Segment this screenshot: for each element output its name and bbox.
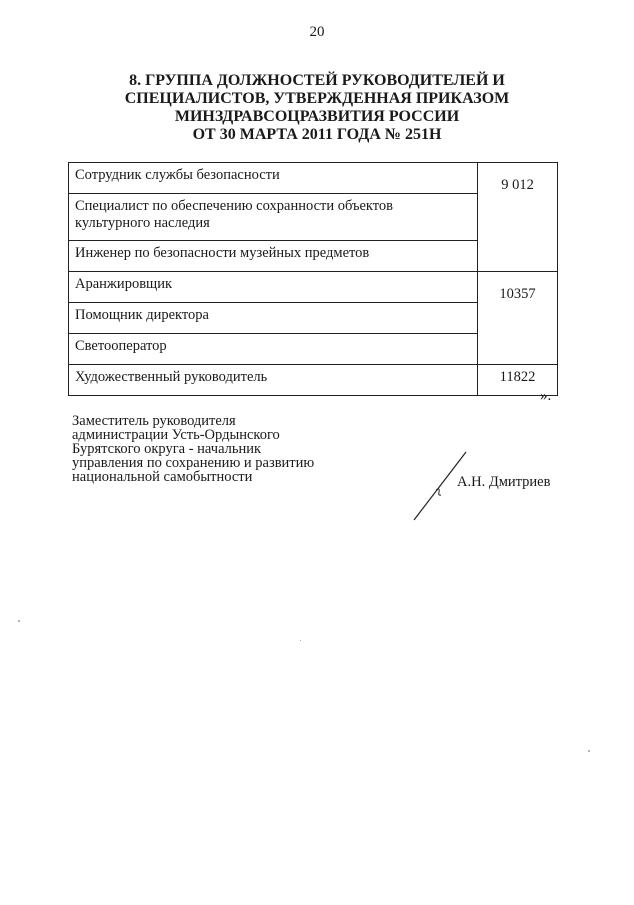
heading-line: МИНЗДРАВСОЦРАЗВИТИЯ РОССИИ xyxy=(174,108,460,125)
heading-line: 8. ГРУППА ДОЛЖНОСТЕЙ РУКОВОДИТЕЛЕЙ И xyxy=(129,72,505,89)
closing-quote-mark: ». xyxy=(540,388,552,404)
signatory-title-line: управления по сохранению и развитию xyxy=(72,455,315,471)
heading-line: СПЕЦИАЛИСТОВ, УТВЕРЖДЕННАЯ ПРИКАЗОМ xyxy=(124,90,510,107)
signatory-title-line: Бурятского округа - начальник xyxy=(72,441,262,457)
salary-value: 11822 xyxy=(478,365,558,396)
scan-speck xyxy=(300,640,301,641)
position-name: Специалист по обеспечению сохранности объектов культурного наследия xyxy=(69,194,478,241)
position-name: Помощник директора xyxy=(69,303,478,334)
signatory-name: А.Н. Дмитриев xyxy=(457,474,551,490)
position-name: Инженер по безопасности музейных предметов xyxy=(69,241,478,272)
table-row xyxy=(69,365,558,396)
document-heading xyxy=(60,72,574,144)
signatory-title-line: администрации Усть-Ордынского xyxy=(72,427,280,443)
positions-table xyxy=(68,162,558,396)
position-name: Аранжировщик xyxy=(69,272,478,303)
signatory-title xyxy=(72,414,314,484)
signatory-title-line: национальной самобытности xyxy=(72,469,253,485)
heading-line: ОТ 30 МАРТА 2011 ГОДА № 251Н xyxy=(192,126,442,143)
salary-value: 10357 xyxy=(478,272,558,365)
salary-value: 9 012 xyxy=(478,163,558,272)
page-number: 20 xyxy=(309,24,325,40)
scan-speck xyxy=(588,750,590,752)
signatory-title-line: Заместитель руководителя xyxy=(72,413,236,429)
table-row xyxy=(69,272,558,303)
scan-speck xyxy=(18,620,20,622)
table-row xyxy=(69,163,558,194)
position-name: Сотрудник службы безопасности xyxy=(69,163,478,194)
position-name: Художественный руководитель xyxy=(69,365,478,396)
position-name: Светооператор xyxy=(69,334,478,365)
